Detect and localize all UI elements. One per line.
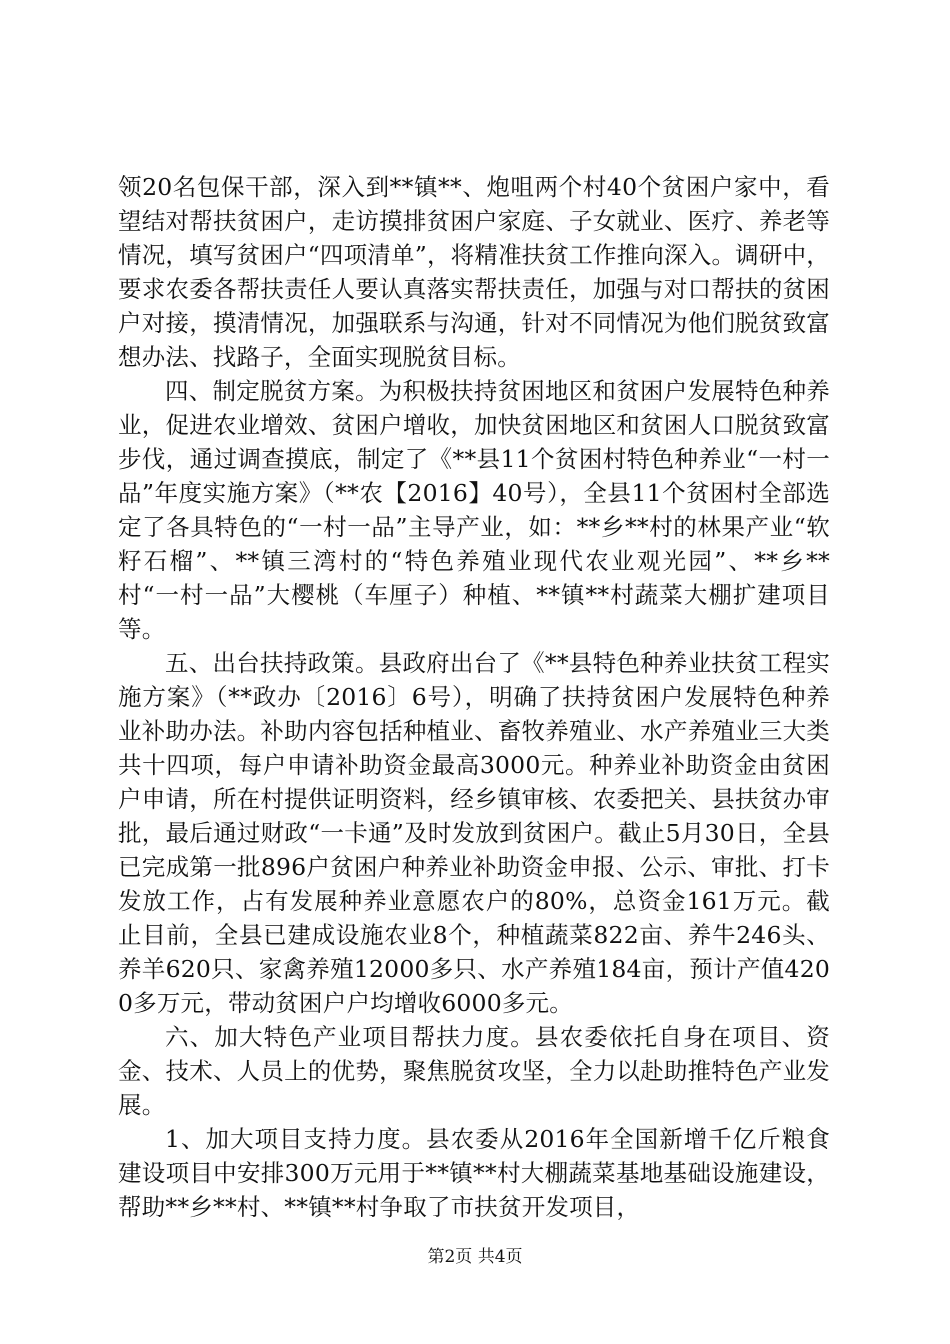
paragraph-section-four: 四、制定脱贫方案。为积极扶持贫困地区和贫困户发展特色种养业，促进农业增效、贫困户增收，加快贫困地区和贫困人口脱贫致富步伐，通过调查摸底，制定了《**县11个贫困村特色种养业“一村一品”年度实施方案》（**农【2016】40号），全县11个贫困村全部选定了各具特色的“一村一品”主导产业，如：**乡**村的林果产业“软籽石榴”、**镇三湾村的“特色养殖业现代农业观光园”、**乡**村“一村一品”大樱桃（车厘子）种植、**镇**村蔬菜大棚扩建项目等。 [118, 377, 830, 643]
paragraph-section-five: 五、出台扶持政策。县政府出台了《**县特色种养业扶贫工程实施方案》（**政办〔2016〕6号），明确了扶持贫困户发展特色种养业补助办法。补助内容包括种植业、畜牧养殖业、水产养殖业三大类共十四项，每户申请补助资金最高3000元。种养业补助资金由贫困户申请，所在村提供证明资料，经乡镇审核、农委把关、县扶贫办审批，最后通过财政“一卡通”及时发放到贫困户。截止5月30日，全县已完成第一批896户贫困户种养业补助资金申报、公示、审批、打卡发放工作，占有发展种养业意愿农户的80%，总资金161万元。截止目前，全县已建成设施农业8个，种植蔬菜822亩、养牛246头、养羊620只、家禽养殖12000多只、水产养殖184亩，预计产值4200多万元，带动贫困户户均增收6000多元。 [118, 649, 830, 1017]
paragraph-continued: 领20名包保干部，深入到**镇**、炮咀两个村40个贫困户家中，看望结对帮扶贫困户，走访摸排贫困户家庭、子女就业、医疗、养老等情况，填写贫困户“四项清单”，将精准扶贫工作推向深入。调研中，要求农委各帮扶责任人要认真落实帮扶责任，加强与对口帮扶的贫困户对接，摸清情况，加强联系与沟通，针对不同情况为他们脱贫致富想办法、找路子，全面实现脱贫目标。 [118, 173, 830, 371]
document-body [118, 170, 830, 1224]
page-number-footer: 第2页 共4页 [427, 1247, 523, 1267]
paragraph-item-one: 1、加大项目支持力度。县农委从2016年全国新增千亿斤粮食建设项目中安排300万元用于**镇**村大棚蔬菜基地基础设施建设，帮助**乡**村、**镇**村争取了市扶贫开发项目， [118, 1125, 830, 1221]
paragraph-section-six: 六、加大特色产业项目帮扶力度。县农委依托自身在项目、资金、技术、人员上的优势，聚焦脱贫攻坚，全力以赴助推特色产业发展。 [118, 1023, 830, 1119]
